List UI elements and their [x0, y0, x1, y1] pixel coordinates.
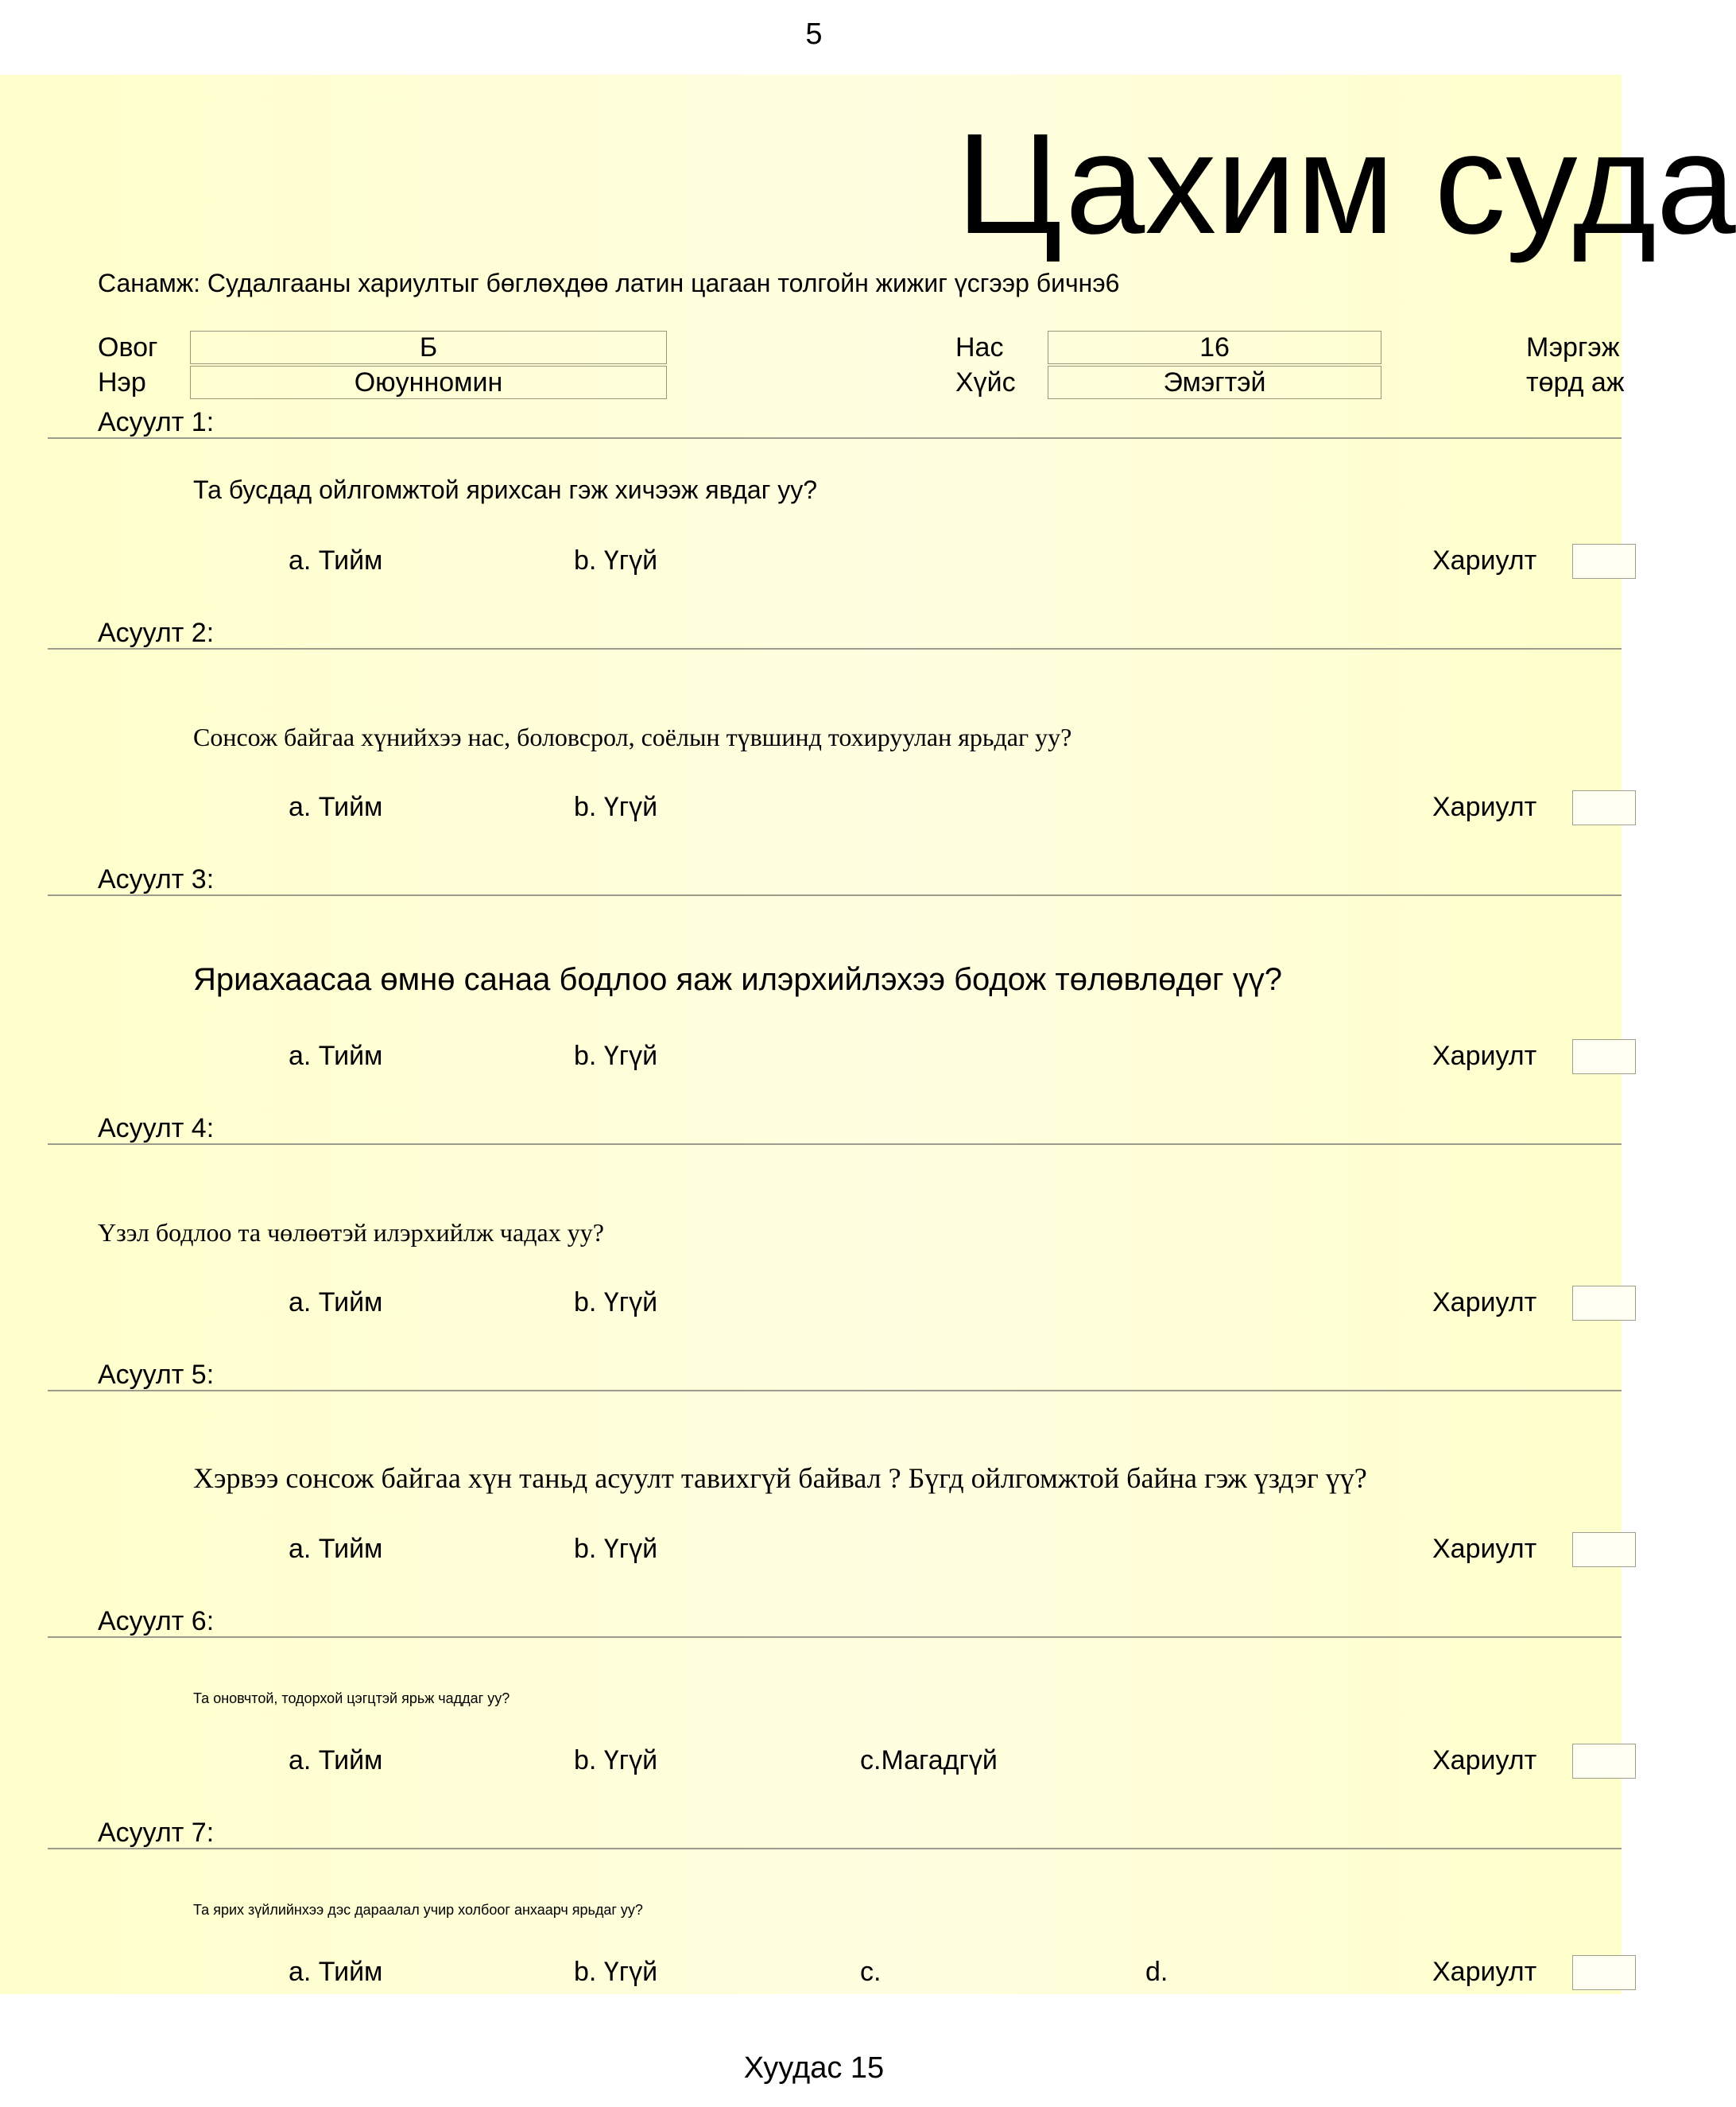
question-2-answer-label: Хариулт	[1432, 792, 1537, 822]
survey-form	[0, 75, 1736, 1994]
question-7-option-b[interactable]: b. Үгүй	[574, 1957, 658, 1987]
question-3-text: Яриахаасаа өмнө санаа бодлоо яаж илэрхийлэхээ бодож төлөвлөдөг үү?	[193, 962, 1282, 997]
instruction-note: Санамж: Судалгааны хариултыг бөглөхдөө латин цагаан толгойн жижиг үсгээр бичнэ6	[98, 269, 1120, 297]
surname-label: Овог	[98, 332, 158, 363]
question-2-label: Асуулт 2:	[98, 618, 215, 648]
question-5-text: Хэрвээ сонсож байгаа хүн таньд асуулт тавихгүй байвал ? Бүгд ойлгомжтой байна гэж үздэг үү?	[193, 1462, 1367, 1494]
question-4-text: Үзэл бодлоо та чөлөөтэй илэрхийлж чадах уу?	[98, 1218, 604, 1247]
survey-title: Цахим суда	[956, 104, 1736, 264]
question-2-option-a[interactable]: a. Тийм	[289, 792, 383, 822]
question-1-text: Та бусдад ойлгомжтой ярихсан гэж хичээж явдаг уу?	[193, 475, 818, 504]
question-7-divider	[48, 1848, 1622, 1849]
page-number: 5	[805, 17, 823, 51]
question-6-text: Та оновчтой, тодорхой цэгцтэй ярьж чаддаг уу?	[193, 1690, 510, 1706]
question-5-divider	[48, 1390, 1622, 1391]
question-1-answer-label: Хариулт	[1432, 545, 1537, 576]
question-1-option-b[interactable]: b. Үгүй	[574, 545, 658, 576]
question-7-label: Асуулт 7:	[98, 1818, 215, 1848]
question-7-text: Та ярих зүйлийнхээ дэс дараалал учир холбоог анхаарч ярьдаг уу?	[193, 1902, 643, 1918]
gender-field[interactable]: Эмэгтэй	[1048, 366, 1381, 399]
question-4-answer-label: Хариулт	[1432, 1287, 1537, 1317]
question-1-option-a[interactable]: a. Тийм	[289, 545, 383, 576]
question-7-option-c[interactable]: c.	[860, 1957, 882, 1987]
question-4-divider	[48, 1143, 1622, 1145]
question-6-answer-input[interactable]	[1572, 1744, 1636, 1779]
question-7-option-d[interactable]: d.	[1145, 1957, 1168, 1987]
question-6-label: Асуулт 6:	[98, 1606, 215, 1636]
profession-label: Мэргэж	[1526, 332, 1620, 363]
question-5-option-a[interactable]: a. Тийм	[289, 1534, 383, 1564]
age-label: Нас	[955, 332, 1004, 363]
question-3-label: Асуулт 3:	[98, 864, 215, 894]
question-6-answer-label: Хариулт	[1432, 1745, 1537, 1775]
question-3-divider	[48, 894, 1622, 896]
question-5-answer-label: Хариулт	[1432, 1534, 1537, 1564]
question-3-answer-label: Хариулт	[1432, 1041, 1537, 1071]
question-1-label: Асуулт 1:	[98, 407, 215, 437]
name-field[interactable]: Оюунномин	[190, 366, 667, 399]
gender-label: Хүйс	[955, 367, 1016, 398]
question-7-answer-input[interactable]	[1572, 1955, 1636, 1990]
question-5-label: Асуулт 5:	[98, 1360, 215, 1390]
question-4-option-b[interactable]: b. Үгүй	[574, 1287, 658, 1317]
question-3-option-a[interactable]: a. Тийм	[289, 1041, 383, 1071]
question-6-option-b[interactable]: b. Үгүй	[574, 1745, 658, 1775]
question-4-answer-input[interactable]	[1572, 1286, 1636, 1321]
question-7-answer-label: Хариулт	[1432, 1957, 1537, 1987]
question-2-option-b[interactable]: b. Үгүй	[574, 792, 658, 822]
page-footer: Хуудас 15	[743, 2051, 885, 2085]
question-2-answer-input[interactable]	[1572, 790, 1636, 825]
question-6-option-a[interactable]: a. Тийм	[289, 1745, 383, 1775]
question-6-option-c[interactable]: c.Магадгүй	[860, 1745, 998, 1775]
question-3-option-b[interactable]: b. Үгүй	[574, 1041, 658, 1071]
question-5-option-b[interactable]: b. Үгүй	[574, 1534, 658, 1564]
question-5-answer-input[interactable]	[1572, 1532, 1636, 1567]
name-label: Нэр	[98, 367, 146, 398]
question-2-divider	[48, 648, 1622, 650]
age-field[interactable]: 16	[1048, 331, 1381, 364]
question-2-text: Сонсож байгаа хүнийхээ нас, боловсрол, соёлын түвшинд тохируулан ярьдаг уу?	[193, 723, 1072, 751]
question-1-divider	[48, 437, 1622, 439]
question-4-option-a[interactable]: a. Тийм	[289, 1287, 383, 1317]
question-7-option-a[interactable]: a. Тийм	[289, 1957, 383, 1987]
question-4-label: Асуулт 4:	[98, 1113, 215, 1143]
question-3-answer-input[interactable]	[1572, 1039, 1636, 1074]
profession-label-line2: төрд аж	[1526, 367, 1625, 398]
question-1-answer-input[interactable]	[1572, 544, 1636, 579]
surname-field[interactable]: Б	[190, 331, 667, 364]
question-6-divider	[48, 1636, 1622, 1638]
